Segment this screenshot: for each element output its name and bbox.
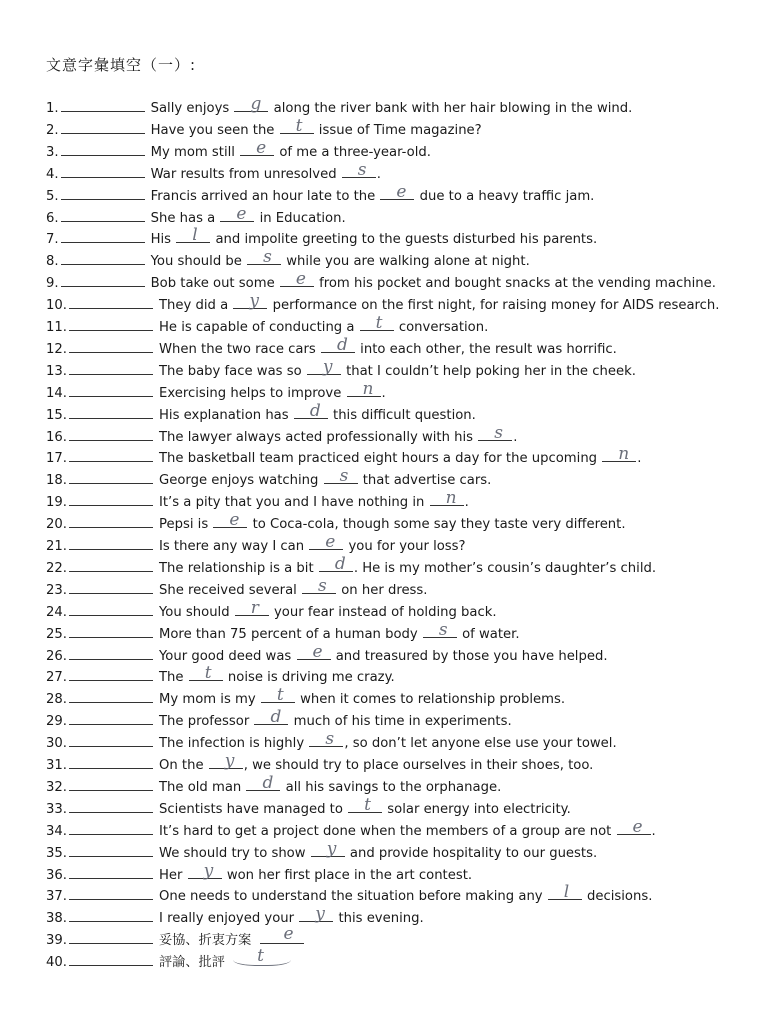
handwritten-answer-letter: s [494,422,503,443]
sentence-before-gap: More than 75 percent of a human body [158,626,422,642]
question-number: 25. [46,626,67,642]
fill-in-gap[interactable] [246,772,280,793]
question-number: 16. [46,429,67,445]
question-number: 17. [46,451,67,467]
sentence-before-gap: On the [158,758,208,773]
sentence-before-gap: Have you seen the [150,122,279,138]
question-number: 31. [46,758,67,773]
handwritten-answer-letter: e [632,816,643,837]
question-row [46,378,761,403]
answer-blank[interactable] [69,408,153,419]
sentence-before-gap: It’s a pity that you and I have nothing in [158,495,429,511]
question-number: 12. [46,341,67,357]
fill-in-gap[interactable] [247,247,281,268]
question-row [46,553,761,578]
fill-in-gap[interactable] [319,553,353,574]
handwritten-answer-letter: d [270,707,282,728]
sentence-before-gap: When the two race cars [158,341,320,357]
handwritten-answer-letter: s [357,159,367,180]
answer-blank[interactable] [69,583,153,594]
question-number: 2. [46,122,59,138]
sentence-after-gap: along the river bank with her hair blowing in the wind. [269,101,633,116]
fill-in-gap[interactable] [360,313,394,333]
handwritten-answer-letter: s [263,247,272,268]
sentence-after-gap: that I couldn’t help poking her in the cheek. [341,363,636,379]
answer-blank[interactable] [69,933,153,944]
question-number: 6. [46,210,59,226]
question-number: 28. [46,692,67,708]
sentence-before-gap: The relationship is a bit [158,560,318,576]
question-row [46,882,761,906]
handwritten-answer-letter: d [334,553,346,574]
question-row [46,137,761,162]
answer-blank[interactable] [69,320,153,331]
handwritten-answer-letter: e [295,269,306,290]
sentence-before-gap: Pepsi is [158,517,213,533]
fill-in-gap[interactable] [348,794,382,815]
fill-in-gap[interactable] [280,115,314,136]
sentence-after-gap: your fear instead of holding back. [269,604,497,620]
question-row [46,466,761,490]
question-row [46,729,761,753]
sentence-before-gap: He is capable of conducting a [158,320,359,335]
sentence-before-gap: Your good deed was [158,648,296,664]
sentence-before-gap: You should [158,604,234,620]
question-row [46,510,761,534]
fill-in-gap[interactable] [302,575,336,596]
fill-in-gap[interactable] [309,729,343,750]
question-number: 36. [46,867,67,883]
question-row [46,707,761,731]
answer-blank[interactable] [69,736,153,747]
fill-in-gap[interactable] [233,291,267,312]
fill-in-gap[interactable] [478,422,512,443]
question-number: 1. [46,101,59,116]
handwritten-answer-letter: y [315,904,325,925]
fill-in-gap[interactable] [617,816,651,837]
sentence-before-gap: She received several [158,582,302,598]
answer-blank[interactable] [61,211,145,222]
question-number: 32. [46,779,67,795]
sentence-after-gap: solar energy into electricity. [383,801,571,817]
answer-blank[interactable] [61,254,145,265]
fill-in-gap[interactable] [602,444,636,465]
sentence-before-gap: She has a [150,210,220,226]
handwritten-answer-letter: t [204,663,212,684]
handwritten-answer-letter: e [283,924,294,945]
answer-blank[interactable] [69,911,153,922]
sentence-after-gap: issue of Time magazine? [314,122,482,138]
sentence-before-gap: Exercising helps to improve [158,385,346,401]
question-number: 39. [46,933,67,949]
answer-blank[interactable] [61,276,145,287]
question-row [46,291,761,315]
question-number: 4. [46,166,59,182]
sentence-after-gap: . [651,823,656,839]
question-row [46,860,761,885]
fill-in-gap[interactable] [234,94,268,114]
answer-blank[interactable] [69,386,153,397]
question-number: 11. [46,320,67,335]
answer-blank[interactable] [69,605,153,616]
question-number: 40. [46,955,67,971]
sentence-before-gap: You should be [150,254,247,270]
answer-blank[interactable] [61,189,145,200]
question-number: 29. [46,714,67,730]
question-number: 10. [46,298,67,314]
question-row [46,904,761,928]
question-number: 9. [46,276,59,292]
answer-blank[interactable] [69,517,153,528]
fill-in-gap[interactable] [254,707,288,728]
sentence-before-gap: They did a [158,298,233,314]
answer-blank[interactable] [69,802,153,813]
answer-blank[interactable] [61,167,145,178]
handwritten-answer-letter: l [192,225,198,246]
sentence-after-gap: this difficult question. [328,407,476,423]
fill-in-gap[interactable] [423,619,457,640]
handwritten-answer-letter: y [322,356,333,377]
question-row [46,94,761,118]
sentence-before-gap: His [150,232,176,248]
sentence-before-gap: The infection is highly [158,736,309,752]
sentence-before-gap: 評論、批評 [158,955,230,971]
question-number: 3. [46,144,59,160]
fill-in-gap[interactable] [294,400,328,421]
question-row [46,400,761,425]
sentence-before-gap: One needs to understand the situation before making any [158,889,547,905]
sentence-before-gap: The old man [158,779,246,795]
handwritten-answer-letter: t [364,794,371,815]
sentence-after-gap: . [376,166,381,182]
question-number: 7. [46,232,59,248]
question-row [46,159,761,184]
question-row [46,422,761,447]
question-row [46,269,761,293]
question-row [46,597,761,622]
answer-blank[interactable] [69,780,153,791]
question-row [46,225,761,249]
answer-blank[interactable] [69,539,153,550]
answer-blank[interactable] [69,692,153,703]
question-row [46,313,761,337]
question-row [46,356,761,381]
answer-blank[interactable] [69,955,153,966]
sentence-before-gap: Is there any way I can [158,539,309,554]
question-number: 8. [46,254,59,270]
sentence-before-gap: 妥協、折衷方案 [158,933,256,949]
sentence-after-gap: and provide hospitality to our guests. [345,845,598,861]
fill-in-gap[interactable] [311,838,345,859]
fill-in-gap[interactable] [347,378,381,399]
handwritten-answer-letter: e [236,203,247,224]
sentence-before-gap: The [158,670,188,686]
handwritten-answer-letter: y [224,751,235,771]
question-row [46,685,761,709]
answer-blank[interactable] [61,123,145,134]
answer-blank[interactable] [61,101,145,112]
question-number: 19. [46,495,67,511]
sentence-after-gap: . [464,495,469,511]
fill-in-gap[interactable] [430,488,464,509]
answer-blank[interactable] [69,889,153,900]
answer-blank[interactable] [69,758,153,769]
sentence-before-gap: Sally enjoys [150,101,234,116]
handwritten-answer-letter: t [375,313,383,333]
answer-blank[interactable] [69,364,153,375]
fill-in-gap[interactable] [189,663,223,684]
handwritten-answer-letter: s [318,575,327,596]
fill-in-gap[interactable] [309,532,343,552]
handwritten-answer-letter: t [276,685,284,706]
handwritten-answer-letter: n [618,444,630,465]
sentence-before-gap: My mom still [150,144,240,160]
handwritten-answer-letter: e [229,510,240,531]
sentence-before-gap: We should try to show [158,845,310,861]
handwritten-answer-letter: n [362,378,374,399]
answer-blank[interactable] [69,714,153,725]
question-row [46,924,761,950]
handwritten-answer-letter: e [325,532,336,552]
sentence-after-gap: much of his time in experiments. [289,714,512,730]
sentence-before-gap: Her [158,867,187,883]
handwritten-answer-letter: t [295,115,303,136]
question-number: 15. [46,407,67,423]
sentence-before-gap: Scientists have managed to [158,801,348,817]
question-number: 14. [46,385,67,401]
sentence-after-gap: due to a heavy traffic jam. [415,188,595,204]
sentence-before-gap: George enjoys watching [158,473,323,489]
question-number: 23. [46,582,67,598]
answer-blank[interactable] [69,846,153,857]
sentence-before-gap: The lawyer always acted professionally with his [158,429,478,445]
sentence-after-gap: . [637,451,642,467]
sentence-after-gap: to Coca-cola, though some say they taste very different. [248,517,626,533]
sentence-after-gap: and impolite greeting to the guests disturbed his parents. [211,232,598,248]
sentence-after-gap: you for your loss? [344,539,466,554]
handwritten-answer-letter: d [309,400,321,421]
sentence-before-gap: I really enjoyed your [158,911,299,927]
question-number: 20. [46,517,67,533]
question-number: 13. [46,363,67,379]
answer-blank[interactable] [69,430,153,441]
question-row [46,115,761,140]
handwritten-answer-letter: s [438,619,448,640]
fill-in-gap[interactable] [297,641,331,662]
fill-in-gap[interactable] [260,924,304,945]
sentence-after-gap: conversation. [394,320,489,335]
handwritten-answer-letter: t [257,946,264,967]
fill-in-gap[interactable] [342,159,376,180]
fill-in-gap[interactable] [380,181,414,202]
question-row [46,816,761,841]
answer-blank[interactable] [69,495,153,506]
handwritten-answer-letter: s [339,466,349,487]
question-number: 21. [46,539,67,554]
fill-in-gap[interactable] [548,882,582,903]
question-number: 27. [46,670,67,686]
answer-blank[interactable] [69,868,153,879]
sentence-before-gap: Francis arrived an hour late to the [150,188,380,204]
sentence-after-gap: while you are walking alone at night. [282,254,530,270]
answer-blank[interactable] [69,451,153,462]
answer-blank[interactable] [69,298,153,309]
sentence-after-gap: , we should try to place ourselves in their shoes, too. [243,758,594,773]
sentence-after-gap: , so don’t let anyone else use your towel. [344,736,617,752]
question-row [46,772,761,797]
question-row [46,181,761,206]
fill-in-gap[interactable] [188,860,222,881]
answer-blank[interactable] [69,473,153,484]
question-number: 26. [46,648,67,664]
sentence-before-gap: War results from unresolved [150,166,341,182]
question-row [46,751,761,775]
fill-in-gap[interactable] [299,904,333,925]
question-row [46,203,761,228]
handwritten-answer-letter: d [336,334,348,355]
question-number: 34. [46,823,67,839]
question-row [46,444,761,468]
handwritten-answer-letter: d [262,772,274,793]
sentence-after-gap: noise is driving me crazy. [223,670,395,686]
sentence-after-gap: performance on the first night, for raising money for AIDS research. [268,298,720,314]
question-number: 30. [46,736,67,752]
handwritten-answer-letter: e [312,641,323,662]
sentence-after-gap: . [381,385,386,401]
handwritten-answer-letter: y [326,838,337,859]
fill-in-gap[interactable] [213,510,247,531]
question-row [46,641,761,666]
question-number: 35. [46,845,67,861]
question-row [46,946,761,972]
sentence-after-gap: and treasured by those you have helped. [331,648,608,664]
sentence-before-gap: It’s hard to get a project done when the members of a group are not [158,823,616,839]
question-row [46,488,761,512]
sentence-after-gap: . He is my mother’s cousin’s daughter’s child. [353,560,657,576]
sentence-after-gap: decisions. [582,889,653,905]
sentence-after-gap: that advertise cars. [358,473,492,489]
answer-blank[interactable] [69,627,153,638]
sentence-after-gap: this evening. [334,911,424,927]
question-row [46,575,761,600]
sentence-after-gap: of water. [457,626,520,642]
sentence-after-gap: all his savings to the orphanage. [281,779,502,795]
question-row [46,334,761,359]
fill-in-gap[interactable] [307,356,341,377]
sentence-after-gap: won her first place in the art contest. [222,867,473,883]
question-row [46,794,761,819]
sentence-after-gap: into each other, the result was horrific. [355,341,617,357]
fill-in-gap[interactable] [321,334,355,355]
sentence-before-gap: Bob take out some [150,276,279,292]
question-row [46,532,761,556]
handwritten-answer-letter: y [249,291,259,312]
question-row [46,247,761,271]
fill-in-gap[interactable] [324,466,358,487]
sentence-before-gap: His explanation has [158,407,293,423]
sentence-before-gap: The basketball team practiced eight hours a day for the upcoming [158,451,602,467]
question-number: 5. [46,188,59,204]
handwritten-answer-letter: r [250,597,259,618]
sentence-before-gap: The professor [158,714,254,730]
sentence-before-gap: The baby face was so [158,363,306,379]
question-row [46,619,761,644]
sentence-after-gap: of me a three-year-old. [275,144,431,160]
fill-in-gap[interactable] [240,137,274,158]
handwritten-answer-letter: e [396,181,407,202]
handwritten-answer-letter: n [445,488,457,509]
handwritten-answer-letter: g [250,94,262,114]
question-number: 18. [46,473,67,489]
fill-in-gap[interactable] [233,946,291,967]
fill-in-gap[interactable] [209,751,243,771]
question-number: 24. [46,604,67,620]
fill-in-gap[interactable] [261,685,295,706]
question-number: 37. [46,889,67,905]
fill-in-gap[interactable] [176,225,210,246]
sentence-after-gap: when it comes to relationship problems. [295,692,566,708]
handwritten-answer-letter: s [325,729,335,750]
fill-in-gap[interactable] [220,203,254,224]
answer-blank[interactable] [69,824,153,835]
sentence-before-gap: My mom is my [158,692,260,708]
handwritten-answer-letter: y [203,860,214,881]
handwritten-answer-letter: l [563,882,570,903]
fill-in-gap[interactable] [235,597,269,618]
sentence-after-gap: on her dress. [337,582,428,598]
sentence-after-gap: from his pocket and bought snacks at the vending machine. [314,276,716,292]
question-number: 38. [46,911,67,927]
fill-in-gap[interactable] [280,269,314,290]
question-row [46,838,761,863]
sentence-after-gap: . [513,429,518,445]
answer-blank[interactable] [69,649,153,660]
question-number: 22. [46,560,67,576]
answer-blank[interactable] [61,145,145,156]
handwritten-answer-letter: e [256,137,267,158]
question-row [46,663,761,687]
answer-blank[interactable] [69,561,153,572]
question-number: 33. [46,801,67,817]
worksheet-title: 文意字彙填空（一）: [46,56,197,74]
answer-blank[interactable] [69,670,153,681]
sentence-after-gap: in Education. [255,210,346,226]
answer-blank[interactable] [69,342,153,353]
answer-blank[interactable] [61,232,145,243]
